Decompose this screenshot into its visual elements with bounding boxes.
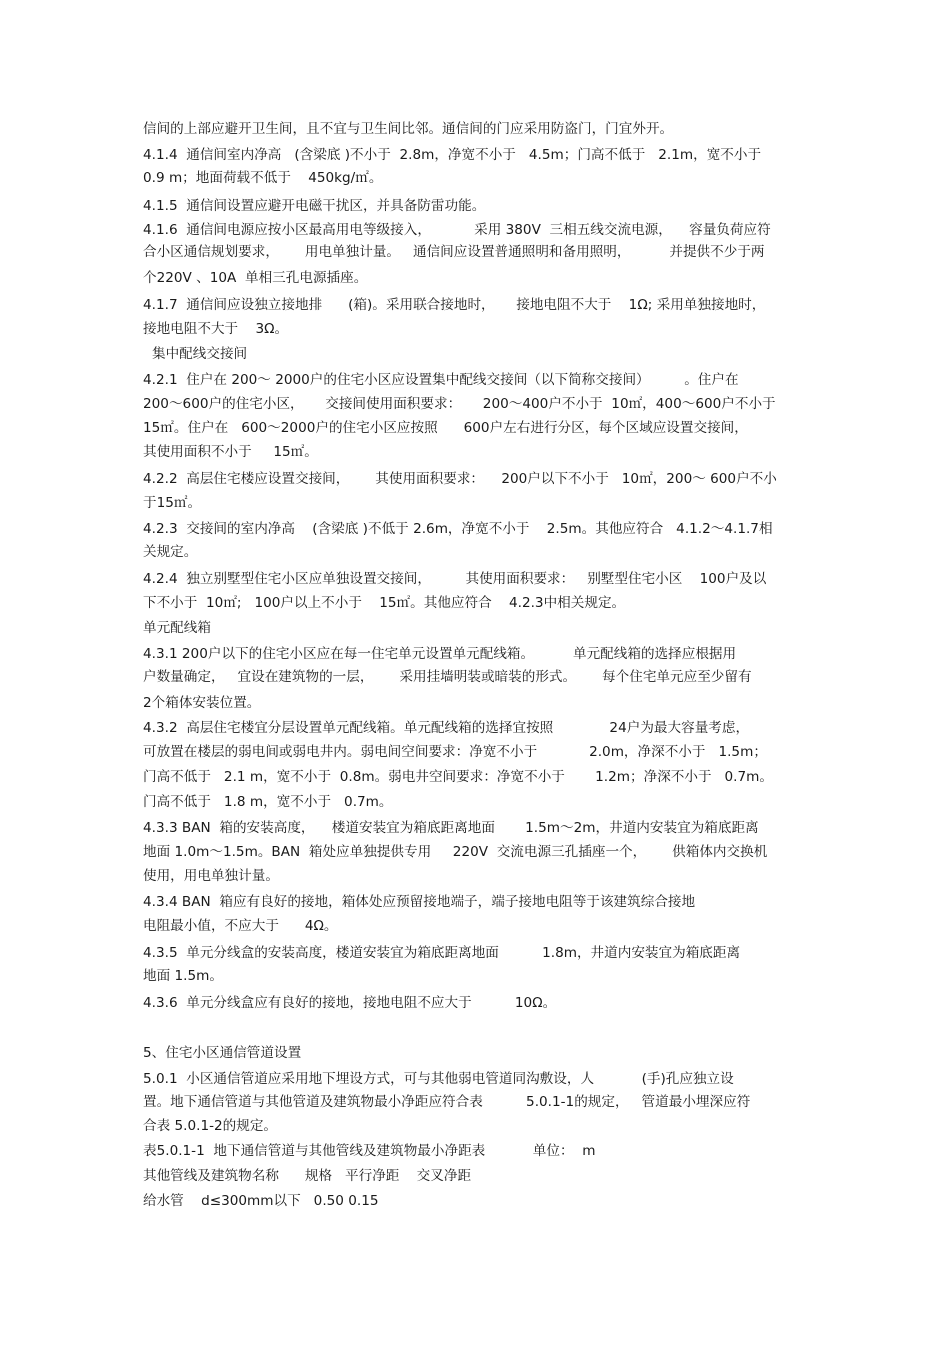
text-line: 信间的上部应避开卫生间，且不宜与卫生间比邻。通信间的门应采用防盗门，门宜外开。: [143, 121, 674, 137]
text-line: 4.2.3 交接间的室内净高 (含梁底 )不低于 2.6m，净宽不小于 2.5m。其他应符合 4.1.2～4.1.7相: [143, 521, 773, 537]
text-line: 户数量确定， 宜设在建筑物的一层， 采用挂墙明装或暗装的形式。 每个住宅单元应至少留有: [143, 669, 752, 685]
text-line: 5.0.1 小区通信管道应采用地下埋设方式，可与其他弱电管道同沟敷设，人 (手)孔应独立设: [143, 1071, 734, 1087]
text-line: 4.1.6 通信间电源应按小区最高用电等级接入， 采用 380V 三相五线交流电源， 容量负荷应符: [143, 222, 771, 238]
text-line: 门高不低于 1.8 m，宽不小于 0.7m。: [143, 794, 393, 810]
text-line: 门高不低于 2.1 m，宽不小于 0.8m。弱电井空间要求：净宽不小于 1.2m；净深不小于 0.7m。: [143, 769, 773, 785]
table-header: 其他管线及建筑物名称 规格 平行净距 交叉净距: [143, 1168, 472, 1184]
text-line: 4.2.4 独立别墅型住宅小区应单独设置交接间， 其使用面积要求： 别墅型住宅小区 100户及以: [143, 571, 767, 587]
text-line: 4.3.5 单元分线盒的安装高度，楼道安装宜为箱底距离地面 1.8m，井道内安装宜为箱底距离: [143, 945, 741, 961]
text-line: 15㎡。住户在 600～2000户的住宅小区应按照 600户左右进行分区，每个区域应设置交接间，: [143, 420, 748, 436]
text-line: 于15㎡。: [143, 495, 202, 511]
table-caption: 表5.0.1-1 地下通信管道与其他管线及建筑物最小净距表 单位： m: [143, 1143, 596, 1159]
table-row: 给水管 d≤300mm以下 0.50 0.15: [143, 1193, 379, 1209]
text-line: 4.3.4 BAN 箱应有良好的接地，箱体处应预留接地端子，端子接地电阻等于该建筑综合接地: [143, 894, 696, 910]
section-heading: 5、住宅小区通信管道设置: [143, 1045, 302, 1061]
text-line: 电阻最小值，不应大于 4Ω。: [143, 918, 338, 934]
text-line: 4.3.6 单元分线盒应有良好的接地，接地电阻不应大于 10Ω。: [143, 995, 557, 1011]
text-line: 0.9 m；地面荷载不低于 450kg/㎡。: [143, 170, 383, 186]
text-line: 200～600户的住宅小区， 交接间使用面积要求： 200～400户不小于 10㎡，400～600户不小于: [143, 396, 776, 412]
text-line: 4.1.7 通信间应设独立接地排 (箱)。采用联合接地时， 接地电阻不大于 1Ω; 采用单独接地时，: [143, 297, 766, 313]
text-line: 4.1.5 通信间设置应避开电磁干扰区，并具备防雷功能。: [143, 198, 486, 214]
text-line: 4.2.2 高层住宅楼应设置交接间， 其使用面积要求： 200户以下不小于 10㎡，200～ 600户不小: [143, 471, 777, 487]
text-line: 置。地下通信管道与其他管道及建筑物最小净距应符合表 5.0.1-1的规定， 管道最小埋深应符: [143, 1094, 751, 1110]
text-line: 关规定。: [143, 544, 198, 560]
text-line: 个220V 、10A 单相三孔电源插座。: [143, 270, 368, 286]
text-line: 4.3.3 BAN 箱的安装高度， 楼道安装宜为箱底距离地面 1.5m～2m，井道内安装宜为箱底距离: [143, 820, 759, 836]
text-line: 使用，用电单独计量。: [143, 868, 279, 884]
text-line: 接地电阻不大于 3Ω。: [143, 321, 289, 337]
text-line: 地面 1.5m。: [143, 968, 223, 984]
text-line: 4.2.1 住户在 200～ 2000户的住宅小区应设置集中配线交接间（以下简称交接间） 。住户在: [143, 372, 739, 388]
text-line: 合表 5.0.1-2的规定。: [143, 1118, 278, 1134]
text-line: 4.1.4 通信间室内净高 (含梁底 )不小于 2.8m，净宽不小于 4.5m；门高不低于 2.1m，宽不小于: [143, 147, 762, 163]
section-heading: 单元配线箱: [143, 620, 211, 636]
section-heading: 集中配线交接间: [152, 346, 248, 362]
text-line: 其使用面积不小于 15㎡。: [143, 444, 318, 460]
text-line: 4.3.2 高层住宅楼宜分层设置单元配线箱。单元配线箱的选择宜按照 24户为最大容量考虑，: [143, 720, 750, 736]
text-line: 地面 1.0m～1.5m。BAN 箱处应单独提供专用 220V 交流电源三孔插座一个， 供箱体内交换机: [143, 844, 768, 860]
text-line: 可放置在楼层的弱电间或弱电井内。弱电间空间要求：净宽不小于 2.0m，净深不小于 1.5m；: [143, 744, 767, 760]
text-line: 2个箱体安装位置。: [143, 695, 261, 711]
text-line: 合小区通信规划要求， 用电单独计量。 通信间应设置普通照明和备用照明， 并提供不少于两: [143, 244, 765, 260]
text-line: 4.3.1 200户以下的住宅小区应在每一住宅单元设置单元配线箱。 单元配线箱的选择应根据用: [143, 646, 737, 662]
text-line: 下不小于 10㎡; 100户以上不小于 15㎡。其他应符合 4.2.3中相关规定。: [143, 595, 626, 611]
